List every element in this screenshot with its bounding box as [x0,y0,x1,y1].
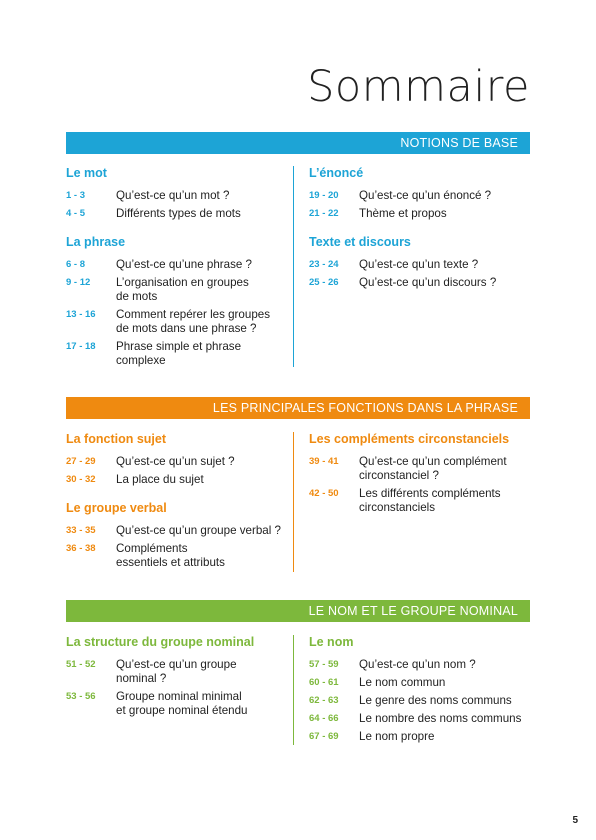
toc-title: Phrase simple et phrase complexe [116,340,242,367]
page-title: Sommaire [307,62,530,112]
section-header-nom: LE NOM ET LE GROUPE NOMINAL [66,600,530,622]
toc-pages: 19 - 20 [309,190,339,201]
toc-title: Les différents compléments circonstanciels [359,487,501,514]
toc-pages: 23 - 24 [309,259,339,270]
toc-pages: 9 - 12 [66,277,91,288]
page-number: 5 [572,815,578,826]
toc-entry[interactable] [309,455,531,483]
toc-entry[interactable] [66,207,288,221]
section-3-left-column [66,635,288,722]
subsection-title: La fonction sujet [66,432,166,446]
toc-title: Le genre des noms communs [359,694,512,707]
section-2-right-column [309,432,531,519]
toc-title: Thème et propos [359,207,447,220]
section-2-left-column [66,432,288,574]
toc-entry[interactable] [309,276,531,290]
toc-pages: 60 - 61 [309,677,339,688]
toc-pages: 4 - 5 [66,208,86,219]
toc-title: Comment repérer les groupes de mots dans une phrase ? [116,308,271,335]
toc-entry[interactable] [309,258,531,272]
column-divider [293,432,294,572]
toc-pages: 1 - 3 [66,190,86,201]
toc-entry[interactable] [309,730,531,744]
toc-entry[interactable] [309,676,531,690]
toc-pages: 39 - 41 [309,456,339,467]
toc-pages: 62 - 63 [309,695,339,706]
toc-pages: 6 - 8 [66,259,86,270]
toc-title: Groupe nominal minimal et groupe nominal étendu [116,690,248,717]
toc-title: Le nom commun [359,676,446,689]
toc-entry[interactable] [66,340,288,368]
toc-entry[interactable] [66,308,288,336]
subsection-title: Texte et discours [309,235,411,249]
toc-title: Qu’est-ce qu’une phrase ? [116,258,252,271]
toc-title: Qu’est-ce qu’un sujet ? [116,455,235,468]
subsection-title: La structure du groupe nominal [66,635,255,649]
toc-title: La place du sujet [116,473,204,486]
toc-title: Qu’est-ce qu’un mot ? [116,189,230,202]
toc-entry[interactable] [309,694,531,708]
toc-pages: 42 - 50 [309,488,339,499]
toc-pages: 33 - 35 [66,525,96,536]
toc-entry[interactable] [66,473,288,487]
section-1-right-column [309,166,531,294]
toc-pages: 57 - 59 [309,659,339,670]
toc-entry[interactable] [309,207,531,221]
subsection-title: Les compléments circonstanciels [309,432,510,446]
column-divider [293,166,294,367]
toc-title: Différents types de mots [116,207,241,220]
subsection-title: L’énoncé [309,166,364,180]
toc-entry[interactable] [66,276,288,304]
toc-pages: 36 - 38 [66,543,96,554]
section-3-right-column [309,635,531,748]
toc-pages: 27 - 29 [66,456,96,467]
toc-title: Compléments essentiels et attributs [116,542,225,569]
subsection-title: La phrase [66,235,126,249]
toc-title: Qu’est-ce qu’un discours ? [359,276,497,289]
toc-entry[interactable] [66,258,288,272]
toc-title: Qu’est-ce qu’un groupe verbal ? [116,524,281,537]
toc-pages: 64 - 66 [309,713,339,724]
toc-entry[interactable] [309,712,531,726]
column-divider [293,635,294,745]
toc-title: L’organisation en groupes de mots [116,276,249,303]
toc-pages: 17 - 18 [66,341,96,352]
toc-entry[interactable] [66,690,288,718]
toc-pages: 21 - 22 [309,208,339,219]
toc-title: Le nombre des noms communs [359,712,522,725]
toc-pages: 13 - 16 [66,309,96,320]
toc-entry[interactable] [309,658,531,672]
toc-title: Qu’est-ce qu’un énoncé ? [359,189,492,202]
toc-title: Qu’est-ce qu’un complément circonstanciel ? [359,455,507,482]
subsection-title: Le mot [66,166,107,180]
toc-entry[interactable] [66,542,288,570]
toc-entry[interactable] [309,487,531,515]
toc-pages: 67 - 69 [309,731,339,742]
section-header-fonctions: LES PRINCIPALES FONCTIONS DANS LA PHRASE [66,397,530,419]
toc-title: Qu’est-ce qu’un groupe nominal ? [116,658,237,685]
toc-title: Qu’est-ce qu’un nom ? [359,658,476,671]
toc-title: Le nom propre [359,730,435,743]
toc-pages: 25 - 26 [309,277,339,288]
section-header-notions-de-base: NOTIONS DE BASE [66,132,530,154]
subsection-title: Le groupe verbal [66,501,167,515]
toc-pages: 51 - 52 [66,659,96,670]
toc-pages: 30 - 32 [66,474,96,485]
toc-pages: 53 - 56 [66,691,96,702]
toc-entry[interactable] [66,658,288,686]
toc-title: Qu’est-ce qu’un texte ? [359,258,479,271]
toc-entry[interactable] [66,455,288,469]
toc-entry[interactable] [309,189,531,203]
subsection-title: Le nom [309,635,354,649]
toc-entry[interactable] [66,189,288,203]
toc-entry[interactable] [66,524,288,538]
section-1-left-column [66,166,288,372]
